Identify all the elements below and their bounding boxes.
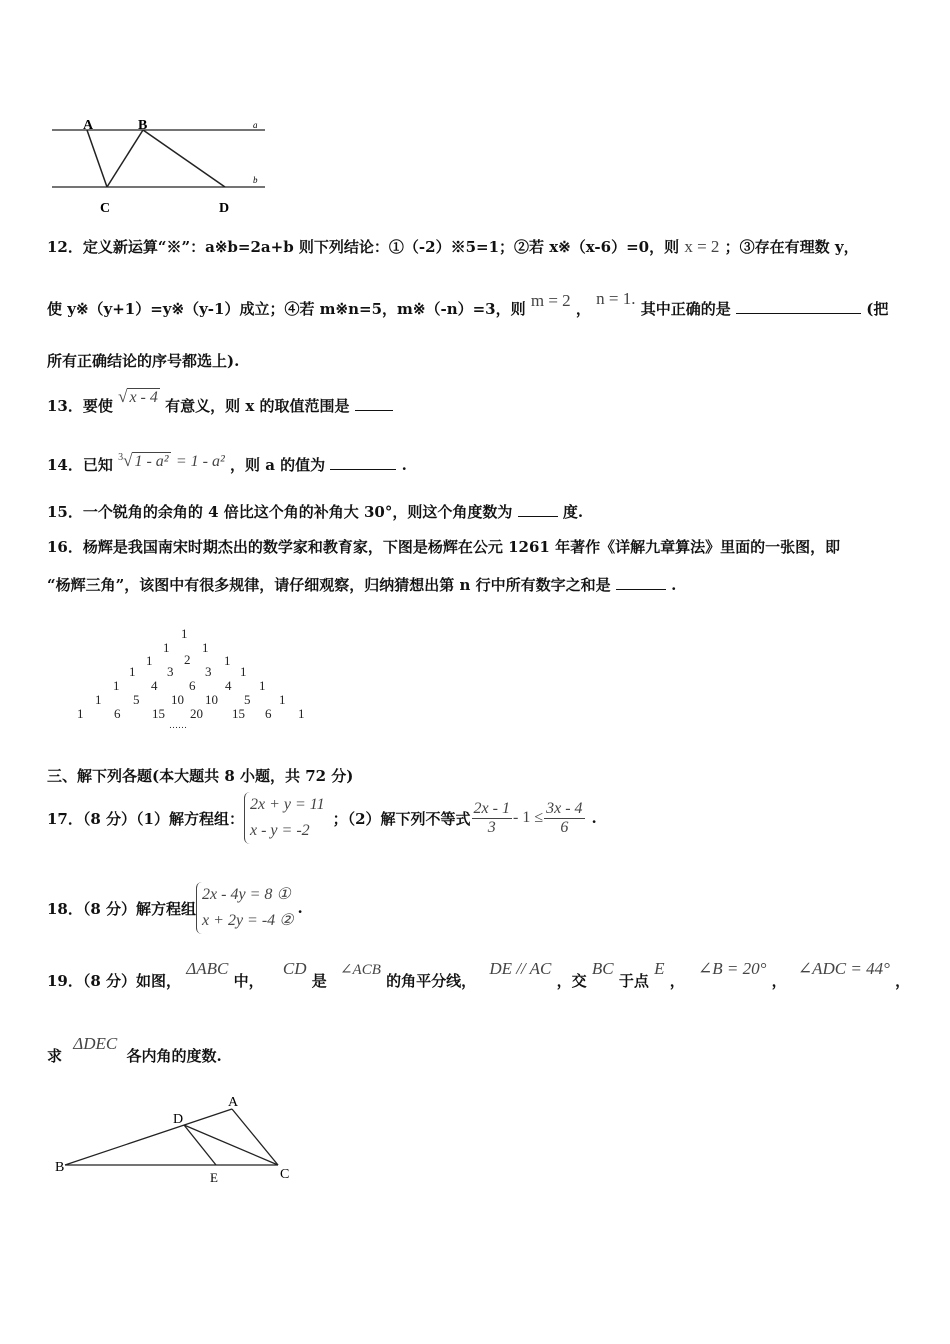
fig19-label-E: E (210, 1170, 218, 1185)
answer-blank-16[interactable] (616, 575, 666, 590)
tri-r6-c2: 15 (152, 706, 165, 721)
tri-r6-c0: 1 (77, 706, 84, 721)
tri-r6-c5: 6 (265, 706, 272, 721)
parallel-lines-figure (45, 110, 275, 220)
fig19-label-B: B (55, 1160, 65, 1175)
tri-r4-c0: 1 (113, 678, 120, 693)
math-m-eq-2: m = 2 (530, 291, 571, 310)
question-18: 18．（8 分）解方程组 2x - 4y = 8 ① x + 2y = -4 ② . (47, 880, 303, 936)
question-13: 13．要使 √ x - 4 有意义，则 x 的取值范围是 (47, 395, 393, 416)
label-b: b (253, 175, 258, 185)
tri-r6-c6: 1 (298, 706, 305, 721)
triangle-figure (50, 1090, 310, 1190)
tri-r1-c0: 1 (163, 640, 170, 655)
cube-root-equation: $^3$√ 1 - a² = 1 - a² (118, 451, 225, 470)
tri-r2-c0: 1 (146, 653, 153, 668)
tri-r0-c0: 1 (181, 626, 188, 641)
tri-r5-c3: 10 (205, 692, 218, 707)
fig19-label-C: C (280, 1167, 290, 1182)
tri-r4-c3: 4 (225, 678, 232, 693)
label-B: B (138, 118, 148, 133)
label-A: A (83, 118, 94, 133)
tri-r5-c2: 10 (171, 692, 184, 707)
tri-r6-c1: 6 (114, 706, 121, 721)
equation-system-18: 2x - 4y = 8 ① x + 2y = -4 ② (196, 882, 293, 934)
tri-r3-c0: 1 (129, 664, 136, 679)
tri-r6-c3: 20 (190, 706, 203, 721)
tri-r5-c5: 1 (279, 692, 286, 707)
question-19-line-1: 19．（8 分）如图， ΔABC 中， CD 是 ∠ACB 的角平分线， DE // AC ，交 BC 于点 E ， ∠B = 20° ， ∠ADC = 44° ， (47, 959, 911, 990)
question-16-line-2: “杨辉三角”，该图中有很多规律，请仔细观察，归纳猜想出第 n 行中所有数字之和是 . (47, 576, 677, 594)
math-x-eq-2: x = 2 (684, 237, 720, 256)
fig19-label-D: D (173, 1112, 184, 1127)
equation-system-17: 2x + y = 11 x - y = -2 (244, 792, 325, 844)
tri-r5-c0: 1 (95, 692, 102, 707)
tri-r4-c4: 1 (259, 678, 266, 693)
tri-r3-c3: 1 (240, 664, 247, 679)
tri-ellipsis: …… (169, 720, 187, 730)
math-n-eq-1: n = 1. (596, 289, 636, 308)
answer-blank-12[interactable] (736, 299, 861, 314)
question-12-line-2: 使 y※（y+1）=y※（y-1）成立；④若 m※n=5，m※（-n）=3，则 m = 2 ， n = 1. 其中正确的是 (把 (47, 289, 889, 318)
tri-r1-c1: 1 (202, 640, 209, 655)
tri-r3-c2: 3 (205, 664, 212, 679)
question-14: 14．已知 $^3$√ 1 - a² = 1 - a² ，则 a 的值为 . (47, 451, 407, 474)
section-3-heading: 三、解下列各题(本大题共 8 小题，共 72 分) (47, 767, 354, 785)
sqrt-expression: √ x - 4 (118, 387, 158, 406)
tri-r4-c2: 6 (189, 678, 196, 693)
tri-r3-c1: 3 (167, 664, 174, 679)
tri-r2-c1: 2 (184, 652, 191, 667)
fig19-label-A: A (228, 1095, 239, 1110)
tri-r5-c1: 5 (133, 692, 140, 707)
question-12-line-3: 所有正确结论的序号都选上). (47, 352, 240, 370)
fraction-2: $\frac{3x - 4}{6}$ (546, 799, 583, 836)
question-12-line-1: 12．定义新运算“※”：a※b=2a+b 则下列结论：①（-2）※5=1；②若 x※（x-6）=0，则 x = 2 ；③存在有理数 y， (47, 237, 859, 256)
question-15: 15．一个锐角的余角的 4 倍比这个角的补角大 30°，则这个角度数为 度. (47, 503, 584, 521)
question-17: 17．（8 分）（1）解方程组： 2x + y = 11 x - y = -2 ；（2）解下列不等式 $\frac{2x - 1}{3}$ - 1 ≤ $\frac{3x - 4}{6}$ . (47, 790, 597, 846)
answer-blank-13[interactable] (355, 396, 393, 411)
label-a: a (253, 120, 258, 130)
question-16-line-1: 16．杨辉是我国南宋时期杰出的数学家和教育家，下图是杨辉在公元 1261 年著作《详解九章算法》里面的一张图，即 (47, 538, 841, 556)
label-C: C (100, 201, 111, 216)
question-19-line-2: 求 ΔDEC 各内角的度数. (47, 1034, 222, 1065)
tri-r4-c1: 4 (151, 678, 158, 693)
label-D: D (219, 201, 230, 216)
answer-blank-15[interactable] (518, 502, 558, 517)
tri-r5-c4: 5 (244, 692, 251, 707)
tri-r2-c2: 1 (224, 653, 231, 668)
tri-r6-c4: 15 (232, 706, 245, 721)
answer-blank-14[interactable] (330, 455, 396, 470)
fraction-1: $\frac{2x - 1}{3}$ (473, 799, 510, 836)
